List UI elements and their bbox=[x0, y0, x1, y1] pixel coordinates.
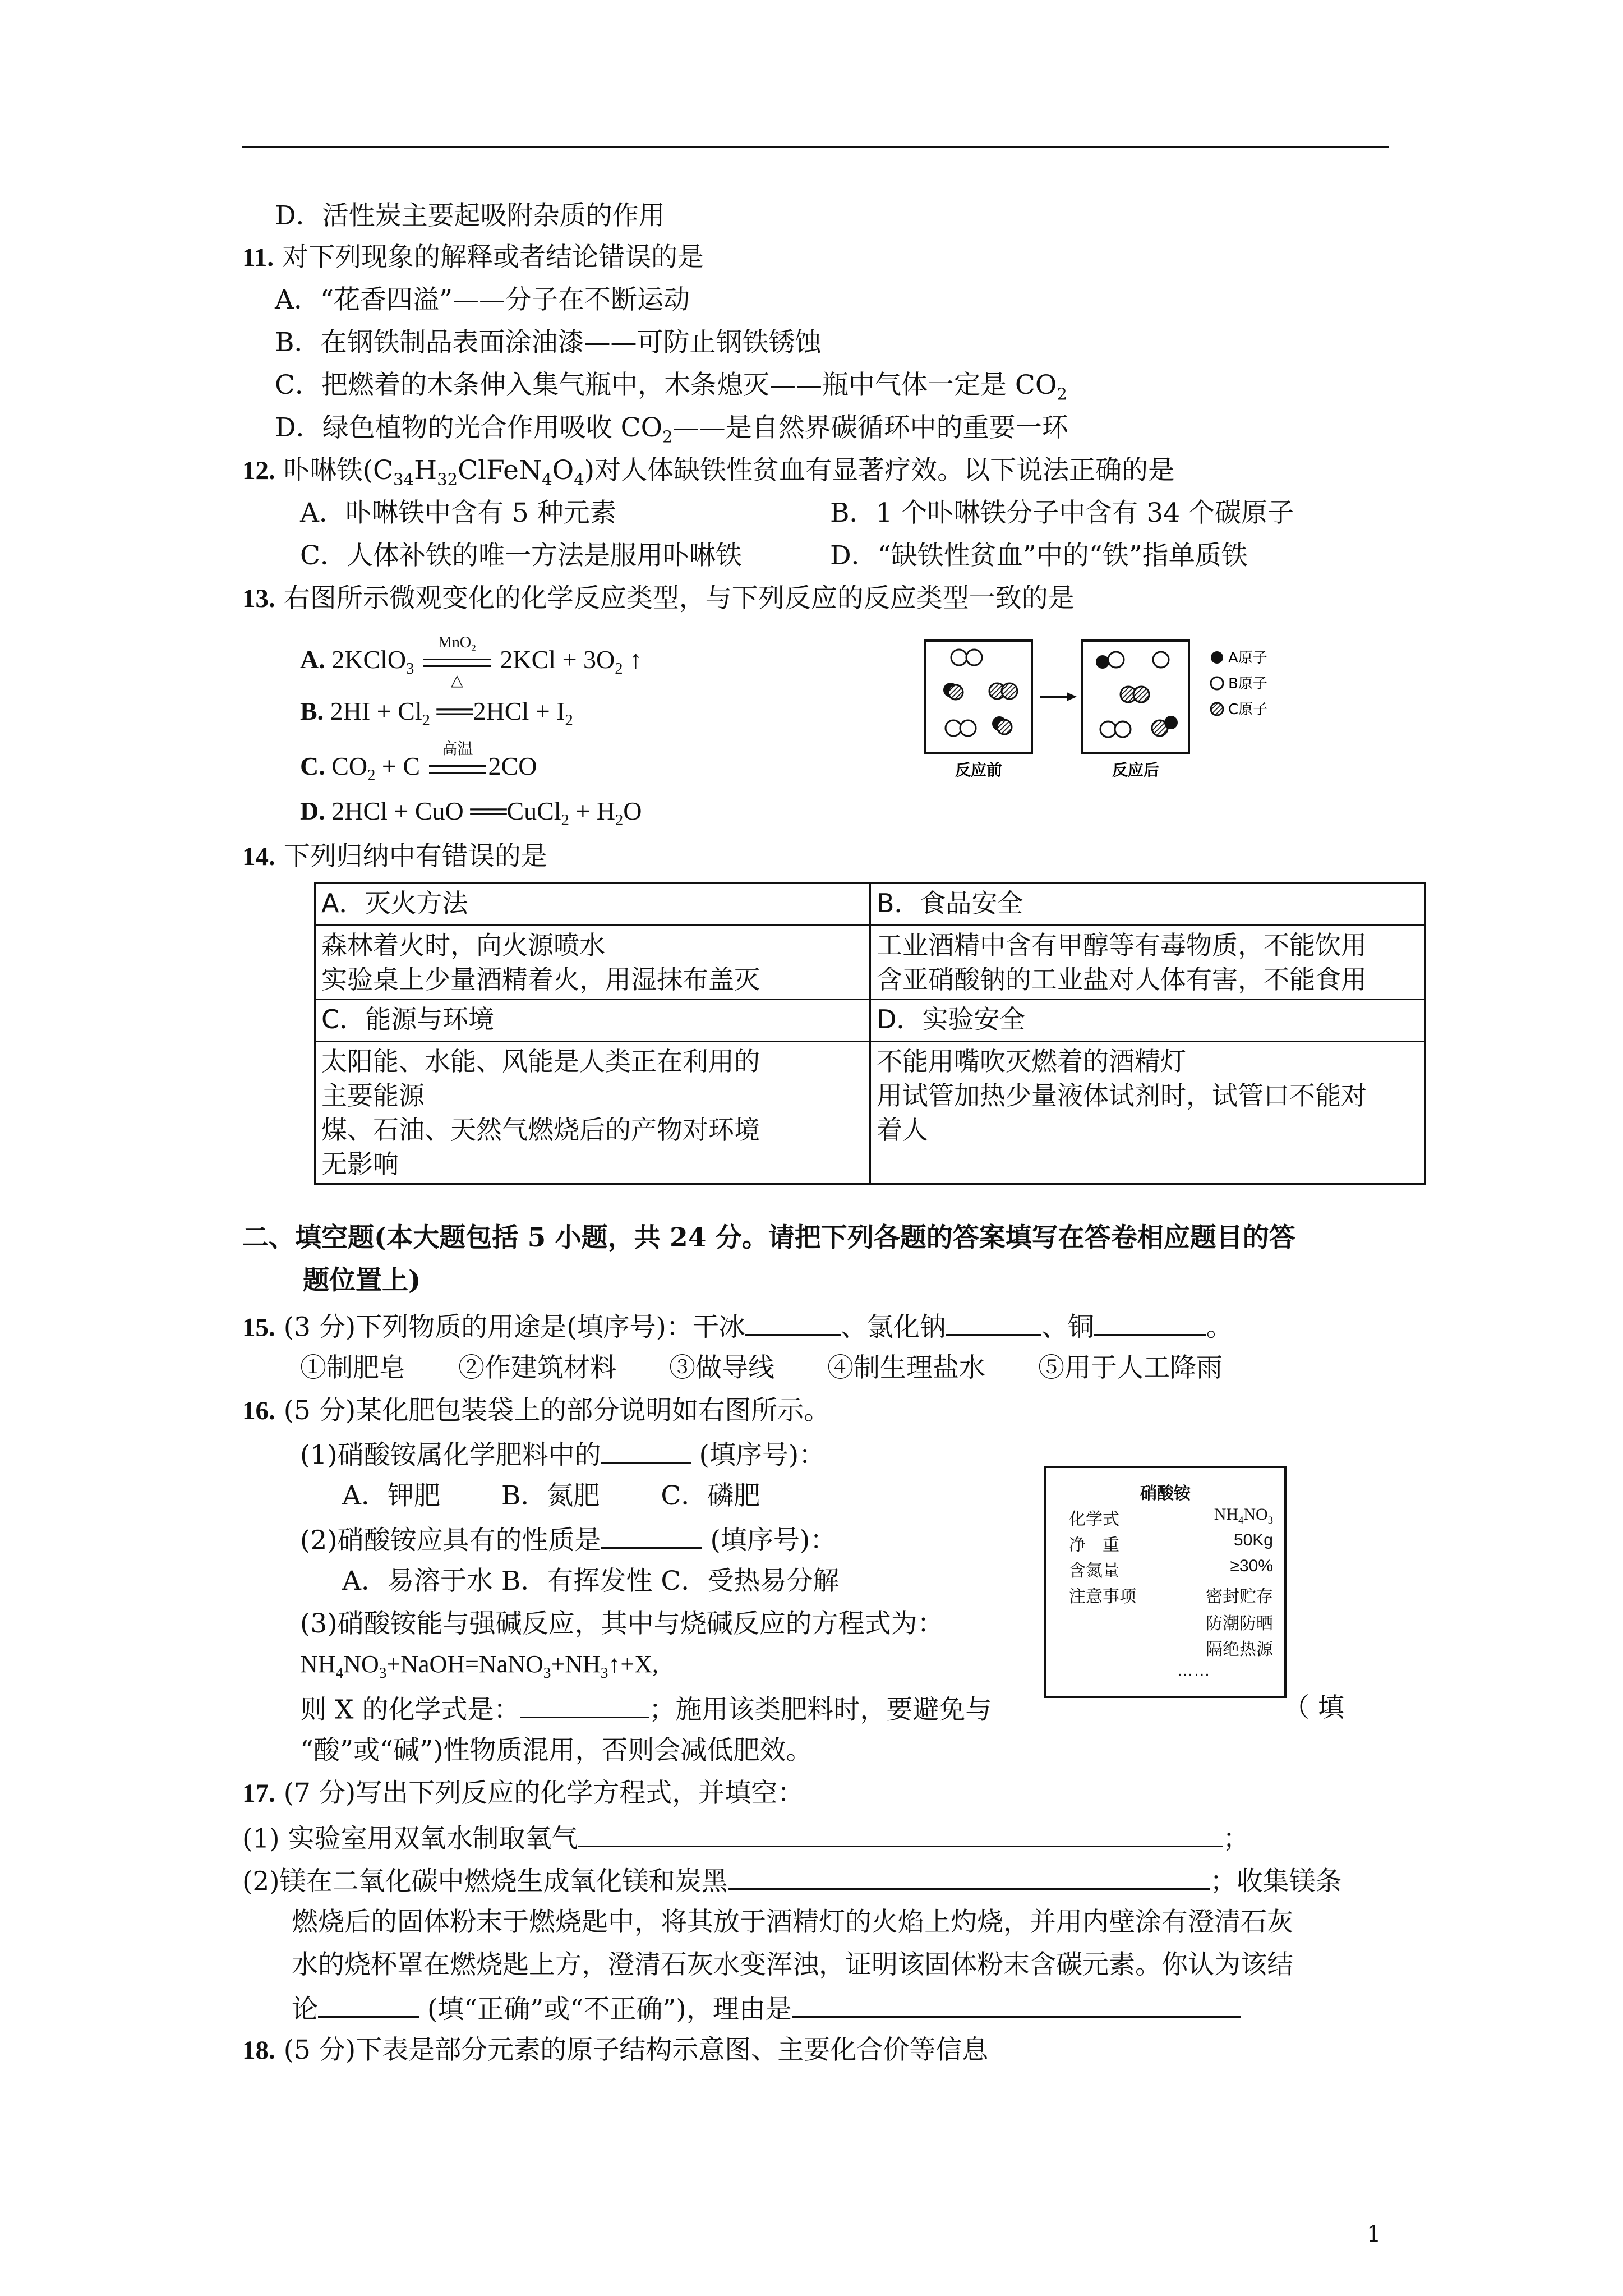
q14-d-line1: 不能用嘴吹灭燃着的酒精灯 bbox=[877, 1046, 1186, 1077]
q17-part2-line3: 水的烧杯罩在燃烧匙上方，澄清石灰水变浑浊，证明该固体粉末含碳元素。你认为该结 bbox=[292, 1949, 1293, 1980]
q14-d-line2: 用试管加热少量液体试剂时，试管口不能对 bbox=[877, 1080, 1367, 1111]
q12-stem-pre: 卟啉铁(C bbox=[283, 455, 394, 486]
q16-part4 bbox=[300, 1693, 992, 1725]
label-row-nitrogen bbox=[1069, 1557, 1273, 1581]
label-formula-nh: NH bbox=[1214, 1505, 1239, 1524]
q12-formula-mid: ClFeN bbox=[458, 455, 542, 486]
q16-blank-fertilizer-type[interactable] bbox=[601, 1438, 691, 1464]
q16-part5: “酸”或“碱”)性物质混用，否则会减低肥效。 bbox=[300, 1735, 813, 1766]
q15-sep1: 、氯化钠 bbox=[840, 1312, 946, 1343]
q16-number: 16. bbox=[242, 1396, 275, 1425]
label-title: 硝酸铵 bbox=[1140, 1484, 1191, 1503]
q14-c-line4: 无影响 bbox=[321, 1148, 399, 1179]
q12-formula-sub1: 34 bbox=[393, 470, 414, 489]
label-row-formula bbox=[1069, 1505, 1273, 1530]
label-row-notes3 bbox=[1069, 1635, 1273, 1660]
q18-stem-text: (5 分)下表是部分元素的原子结构示意图、主要化合价等信息 bbox=[283, 2035, 989, 2065]
q17-part2-text: (2)镁在二氧化碳中燃烧生成氧化镁和炭黑 bbox=[242, 1866, 728, 1897]
q13-stem-text: 右图所示微观变化的化学反应类型，与下列反应的反应类型一致的是 bbox=[283, 583, 1075, 614]
q13-reaction-diagram bbox=[920, 634, 1368, 791]
q16-part4-tail: （ 填 bbox=[1283, 1692, 1344, 1723]
q12-option-d: D．“缺铁性贫血”中的“铁”指单质铁 bbox=[830, 540, 1248, 571]
q16-part1-text: (1)硝酸铵属化学肥料中的 bbox=[300, 1439, 601, 1471]
q16-blank-x-formula[interactable] bbox=[520, 1693, 649, 1718]
q14-b-head: B．食品安全 bbox=[870, 884, 1426, 926]
q16-part4-pre: 则 X 的化学式是： bbox=[300, 1694, 520, 1726]
q16-part2-end: (填序号)： bbox=[702, 1525, 837, 1556]
q14-d-line3: 着人 bbox=[877, 1114, 928, 1145]
label-notes-value3: 隔绝热源 bbox=[1206, 1640, 1273, 1659]
label-notes-key: 注意事项 bbox=[1069, 1588, 1136, 1606]
q11-option-d bbox=[275, 413, 1068, 447]
q13-option-d-text: 2HCl + CuO ══CuCl bbox=[331, 797, 561, 825]
q16-part4-mid: ；施用该类肥料时，要避免与 bbox=[649, 1694, 992, 1726]
before-box bbox=[925, 641, 1032, 753]
q15-sep2: 、铜 bbox=[1041, 1312, 1094, 1343]
q12-option-c: C．人体补铁的唯一方法是服用卟啉铁 bbox=[300, 540, 742, 571]
q14-number: 14. bbox=[242, 842, 275, 871]
label-weight-key: 净 重 bbox=[1069, 1536, 1119, 1554]
q13-option-c-mid: + C bbox=[375, 752, 427, 780]
q14-a-line1: 森林着火时，向火源喷水 bbox=[321, 930, 605, 960]
q13-option-a-condition bbox=[421, 634, 494, 690]
q14-c-line1: 太阳能、水能、风能是人类正在利用的 bbox=[321, 1046, 760, 1077]
q14-c-line2: 主要能源 bbox=[321, 1080, 425, 1111]
q14-stem-text: 下列归纳中有错误的是 bbox=[283, 841, 547, 872]
q13-option-c-double-line bbox=[429, 765, 486, 774]
q16-part3: (3)硝酸铵能与强碱反应，其中与烧碱反应的方程式为： bbox=[300, 1608, 944, 1639]
q12-option-a: A．卟啉铁中含有 5 种元素 bbox=[300, 498, 616, 528]
q11-option-d-sub: 2 bbox=[662, 427, 673, 447]
header-rule bbox=[242, 146, 1389, 148]
q17-part2-line2: 燃烧后的固体粉末于燃烧匙中，将其放于酒精灯的火焰上灼烧，并用内壁涂有澄清石灰 bbox=[292, 1907, 1293, 1938]
q17-part2-end: ；收集镁条 bbox=[1210, 1866, 1342, 1897]
q13-option-d-sub2: 2 bbox=[615, 812, 624, 830]
q13-option-a bbox=[300, 634, 643, 690]
q17-blank-h2o2-equation[interactable] bbox=[578, 1822, 1223, 1847]
label-notes-value2: 防潮防晒 bbox=[1206, 1614, 1273, 1633]
q16-eq-end: ↑+X, bbox=[608, 1650, 658, 1678]
page-number: 1 bbox=[1367, 2221, 1381, 2247]
q14-a-head: A．灭火方法 bbox=[315, 884, 870, 926]
q14-d-head: D．实验安全 bbox=[870, 1000, 1426, 1042]
q13-option-a-catalyst-text: MnO bbox=[438, 634, 472, 652]
q11-option-a: A．“花香四溢”——分子在不断运动 bbox=[275, 284, 690, 315]
q16-part1-end: (填序号)： bbox=[690, 1439, 826, 1471]
q16-equation bbox=[300, 1650, 658, 1682]
q11-option-c-text: C．把燃着的木条伸入集气瓶中，木条熄灭——瓶中气体一定是 CO bbox=[275, 370, 1057, 401]
label-formula-key: 化学式 bbox=[1069, 1510, 1119, 1529]
q13-option-d-sub: 2 bbox=[561, 812, 569, 830]
q14-c-body bbox=[315, 1042, 870, 1184]
q16-part1-options: A．钾肥 B．氮肥 C．磷肥 bbox=[342, 1480, 760, 1511]
q16-stem-text: (5 分)某化肥包装袋上的部分说明如右图所示。 bbox=[283, 1395, 831, 1426]
q11-stem bbox=[242, 242, 704, 273]
q17-part1 bbox=[242, 1822, 1249, 1854]
after-label: 反应后 bbox=[1112, 761, 1160, 779]
q17-part2-line4-mid: (填“正确”或“不正确”)，理由是 bbox=[419, 1994, 792, 2025]
label-nitrogen-value: ≥30% bbox=[1230, 1557, 1273, 1575]
q16-stem bbox=[242, 1396, 830, 1426]
before-label: 反应前 bbox=[955, 761, 1003, 779]
q13-option-b-mid: ══2HCl + I bbox=[430, 697, 565, 725]
q13-option-d-end: O bbox=[623, 797, 642, 825]
q17-blank-mg-co2-equation[interactable] bbox=[728, 1865, 1210, 1890]
q15-number: 15. bbox=[242, 1313, 275, 1342]
q15-blank-copper[interactable] bbox=[1094, 1310, 1206, 1336]
q12-formula-o: O bbox=[552, 455, 574, 486]
legend-b-atom: B原子 bbox=[1228, 675, 1267, 692]
q13-option-a-double-line bbox=[423, 659, 491, 667]
q15-stem bbox=[242, 1310, 1233, 1342]
q11-option-b: B．在钢铁制品表面涂油漆——可防止钢铁锈蚀 bbox=[275, 327, 822, 358]
q13-option-c-text: CO bbox=[331, 752, 368, 780]
q14-d-body bbox=[870, 1042, 1426, 1184]
label-notes-value1: 密封贮存 bbox=[1206, 1588, 1273, 1606]
q13-option-d-mid: + H bbox=[569, 797, 616, 825]
q14-b-line2: 含亚硝酸钠的工业盐对人体有害，不能食用 bbox=[877, 964, 1367, 995]
q13-option-c bbox=[300, 740, 537, 785]
legend-a-atom: A原子 bbox=[1228, 650, 1267, 666]
q15-options: ①制肥皂 ②作建筑材料 ③做导线 ④制生理盐水 ⑤用于人工降雨 bbox=[300, 1352, 1223, 1383]
q13-option-a-left: 2KClO bbox=[331, 645, 407, 674]
q13-option-c-label: C. bbox=[300, 752, 325, 780]
q16-eq-sub3: 3 bbox=[543, 1664, 551, 1681]
q15-stem-text: (3 分)下列物质的用途是(填序号)：干冰 bbox=[283, 1312, 745, 1343]
fertilizer-label bbox=[1044, 1466, 1287, 1698]
q14-b-line1: 工业酒精中含有甲醇等有毒物质，不能饮用 bbox=[877, 930, 1367, 960]
q13-option-a-catalyst-sub: 2 bbox=[471, 643, 476, 654]
q11-option-c bbox=[275, 370, 1067, 404]
legend-c-atom: C原子 bbox=[1228, 701, 1268, 718]
label-row-notes bbox=[1069, 1582, 1273, 1607]
q13-option-a-right: 2KCl + 3O bbox=[500, 645, 615, 674]
q13-option-d-label: D. bbox=[300, 797, 325, 825]
q13-option-d bbox=[300, 797, 642, 830]
label-formula-sub1: 4 bbox=[1238, 1515, 1244, 1526]
q17-blank-conclusion[interactable] bbox=[318, 1993, 419, 2018]
label-formula-sub2: 3 bbox=[1267, 1515, 1273, 1526]
q16-eq-sub1: 4 bbox=[335, 1664, 344, 1681]
after-box bbox=[1082, 641, 1189, 753]
q16-eq-sub2: 3 bbox=[379, 1664, 387, 1681]
q11-option-c-sub: 2 bbox=[1057, 384, 1067, 404]
q12-option-b: B．1 个卟啉铁分子中含有 34 个碳原子 bbox=[830, 498, 1294, 528]
q11-option-d-text: D．绿色植物的光合作用吸收 CO bbox=[275, 412, 663, 443]
q12-stem-post: )对人体缺铁性贫血有显著疗效。以下说法正确的是 bbox=[584, 455, 1175, 486]
label-formula-value bbox=[1214, 1505, 1273, 1530]
q13-option-c-condition bbox=[427, 740, 488, 780]
q18-number: 18. bbox=[242, 2036, 275, 2065]
q15-blank-nacl[interactable] bbox=[946, 1310, 1041, 1336]
q10-option-d: D．活性炭主要起吸附杂质的作用 bbox=[275, 200, 665, 231]
q17-part2 bbox=[242, 1865, 1342, 1897]
q17-part2-line4 bbox=[292, 1993, 1241, 2024]
q13-option-a-catalyst bbox=[421, 634, 494, 654]
q14-c-line3: 煤、石油、天然气燃烧后的产物对环境 bbox=[321, 1114, 760, 1145]
q16-eq-naoh: +NaOH=NaNO bbox=[386, 1650, 543, 1678]
q17-part1-end: ； bbox=[1223, 1823, 1249, 1855]
q15-blank-dry-ice[interactable] bbox=[745, 1310, 841, 1336]
q11-option-d-tail: ——是自然界碳循环中的重要一环 bbox=[672, 412, 1068, 443]
q13-option-b-sub: 2 bbox=[422, 712, 430, 730]
q13-option-a-right-sub: 2 bbox=[615, 660, 623, 678]
label-weight-value: 50Kg bbox=[1233, 1531, 1273, 1549]
q11-number: 11. bbox=[242, 243, 274, 272]
q14-a-line2: 实验桌上少量酒精着火，用湿抹布盖灭 bbox=[321, 964, 760, 995]
section2-heading-line1: 二、填空题(本大题包括 5 小题，共 24 分。请把下列各题的答案填写在答卷相应题目的答 bbox=[242, 1222, 1295, 1253]
legend bbox=[1211, 650, 1267, 718]
q13-option-c-right: 2CO bbox=[488, 752, 537, 780]
q17-stem-text: (7 分)写出下列反应的化学方程式，并填空： bbox=[283, 1778, 804, 1809]
q18-stem bbox=[242, 2035, 988, 2065]
q12-formula-sub2: 32 bbox=[437, 470, 458, 489]
section2-heading-line2: 题位置上) bbox=[303, 1265, 421, 1296]
label-ellipsis: …… bbox=[1177, 1661, 1210, 1680]
q16-blank-property[interactable] bbox=[601, 1524, 702, 1549]
q11-stem-text: 对下列现象的解释或者结论错误的是 bbox=[282, 242, 704, 273]
label-row-weight bbox=[1069, 1531, 1273, 1556]
q14-b-body bbox=[870, 926, 1426, 1000]
q16-part2 bbox=[300, 1524, 836, 1556]
q13-stem bbox=[242, 583, 1075, 614]
q17-part2-line4-pre: 论 bbox=[292, 1994, 318, 2025]
q17-part1-text: (1) 实验室用双氧水制取氧气 bbox=[242, 1823, 578, 1855]
q13-option-b-text: 2HI + Cl bbox=[330, 697, 422, 725]
q12-number: 12. bbox=[242, 456, 275, 485]
q14-a-body bbox=[315, 926, 870, 1000]
q17-stem bbox=[242, 1778, 804, 1809]
q14-table bbox=[314, 882, 1426, 1185]
q16-eq-sub4: 3 bbox=[600, 1664, 608, 1681]
q16-eq-no: NO bbox=[343, 1650, 379, 1678]
q13-option-b bbox=[300, 697, 573, 730]
q13-number: 13. bbox=[242, 584, 275, 613]
reaction-arrow bbox=[1040, 692, 1077, 701]
q16-part2-text: (2)硝酸铵应具有的性质是 bbox=[300, 1525, 601, 1556]
q17-blank-reason[interactable] bbox=[792, 1993, 1241, 2018]
q16-part1 bbox=[300, 1438, 825, 1470]
q13-option-a-label: A. bbox=[300, 645, 325, 674]
q17-number: 17. bbox=[242, 1779, 275, 1808]
q14-stem bbox=[242, 841, 547, 872]
q16-eq-nh3: +NH bbox=[551, 1650, 601, 1678]
q16-eq-nh: NH bbox=[300, 1650, 336, 1678]
q13-option-a-heat: △ bbox=[451, 672, 463, 690]
q13-option-b-sub2: 2 bbox=[565, 712, 573, 730]
label-formula-no: NO bbox=[1243, 1505, 1268, 1524]
q12-stem bbox=[242, 455, 1174, 489]
q13-option-c-high-temp: 高温 bbox=[441, 740, 473, 758]
q12-formula-sub4: 4 bbox=[574, 470, 584, 489]
q13-option-a-arrow: ↑ bbox=[629, 645, 643, 674]
q15-end: 。 bbox=[1206, 1312, 1233, 1343]
label-row-notes2 bbox=[1069, 1609, 1273, 1634]
q14-c-head: C．能源与环境 bbox=[315, 1000, 870, 1042]
q13-option-c-sub: 2 bbox=[367, 767, 376, 785]
q13-option-b-label: B. bbox=[300, 697, 324, 725]
q16-part2-options: A．易溶于水 B．有挥发性 C．受热易分解 bbox=[342, 1566, 840, 1596]
q12-formula-sub3: 4 bbox=[542, 470, 552, 489]
q12-formula-h: H bbox=[414, 455, 437, 486]
label-nitrogen-key: 含氮量 bbox=[1069, 1562, 1119, 1580]
q13-option-a-left-sub: 3 bbox=[406, 660, 414, 678]
